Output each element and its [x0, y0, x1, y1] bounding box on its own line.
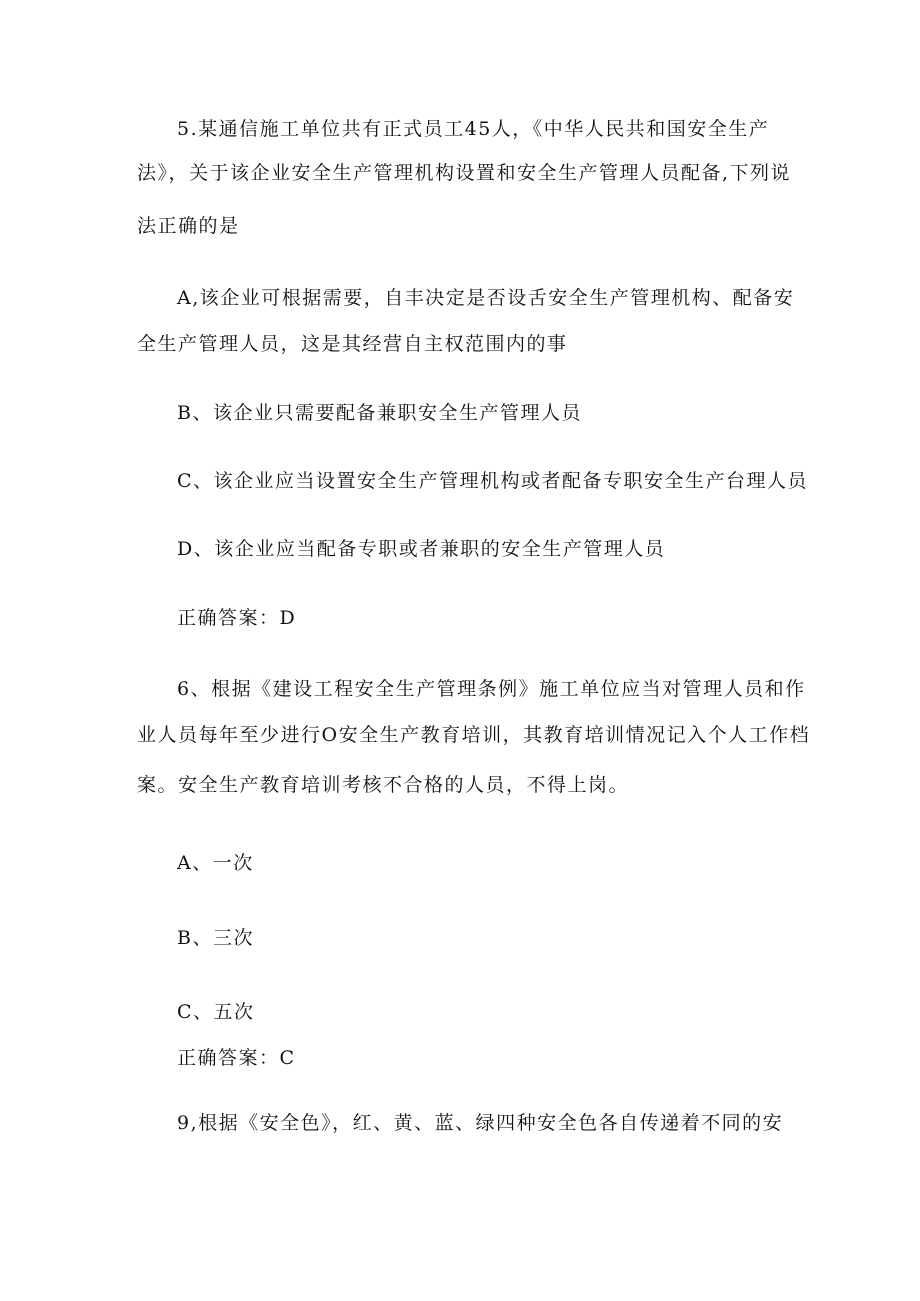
- question-5-option-a-line-2: 全生产管理人员，这是其经营自主权范围内的事: [137, 333, 568, 355]
- question-6-option-b: B、三次: [177, 927, 254, 949]
- question-5-option-d: D、该企业应当配备专职或者兼职的安全生产管理人员: [177, 538, 666, 560]
- question-6-stem-line-3: 案。安全生产教育培训考核不合格的人员，不得上岗。: [137, 774, 630, 796]
- question-6-option-a: A、一次: [177, 852, 254, 874]
- question-5-stem-line-3: 法正确的是: [137, 215, 240, 237]
- question-5-stem-line-2: 法》，关于该企业安全生产管理机构设置和安全生产管理人员配备,下列说: [137, 162, 792, 184]
- question-9-stem-line-1: 9,根据《安全色》，红、黄、蓝、绿四种安全色各自传递着不同的安: [177, 1112, 784, 1134]
- question-5-option-b: B、该企业只需要配备兼职安全生产管理人员: [177, 402, 582, 424]
- question-5-answer: 正确答案：D: [177, 607, 297, 629]
- question-5-option-a-line-1: A,该企业可根据需要，自丰决定是否设舌安全生产管理机构、配备安: [177, 287, 795, 309]
- question-5-stem-line-1: 5.某通信施工单位共有正式员工45人，《中华人民共和国安全生产: [177, 118, 770, 140]
- question-6-answer: 正确答案：C: [177, 1047, 296, 1069]
- question-5-option-c: C、该企业应当设置安全生产管理机构或者配备专职安全生产台理人员: [177, 470, 809, 492]
- question-6-option-c: C、五次: [177, 1001, 255, 1023]
- question-6-stem-line-2: 业人员每年至少进行O安全生产教育培训，其教育培训情况记入个人工作档: [137, 724, 811, 746]
- question-6-stem-line-1: 6、根据《建设工程安全生产管理条例》施工单位应当对管理人员和作: [177, 678, 806, 700]
